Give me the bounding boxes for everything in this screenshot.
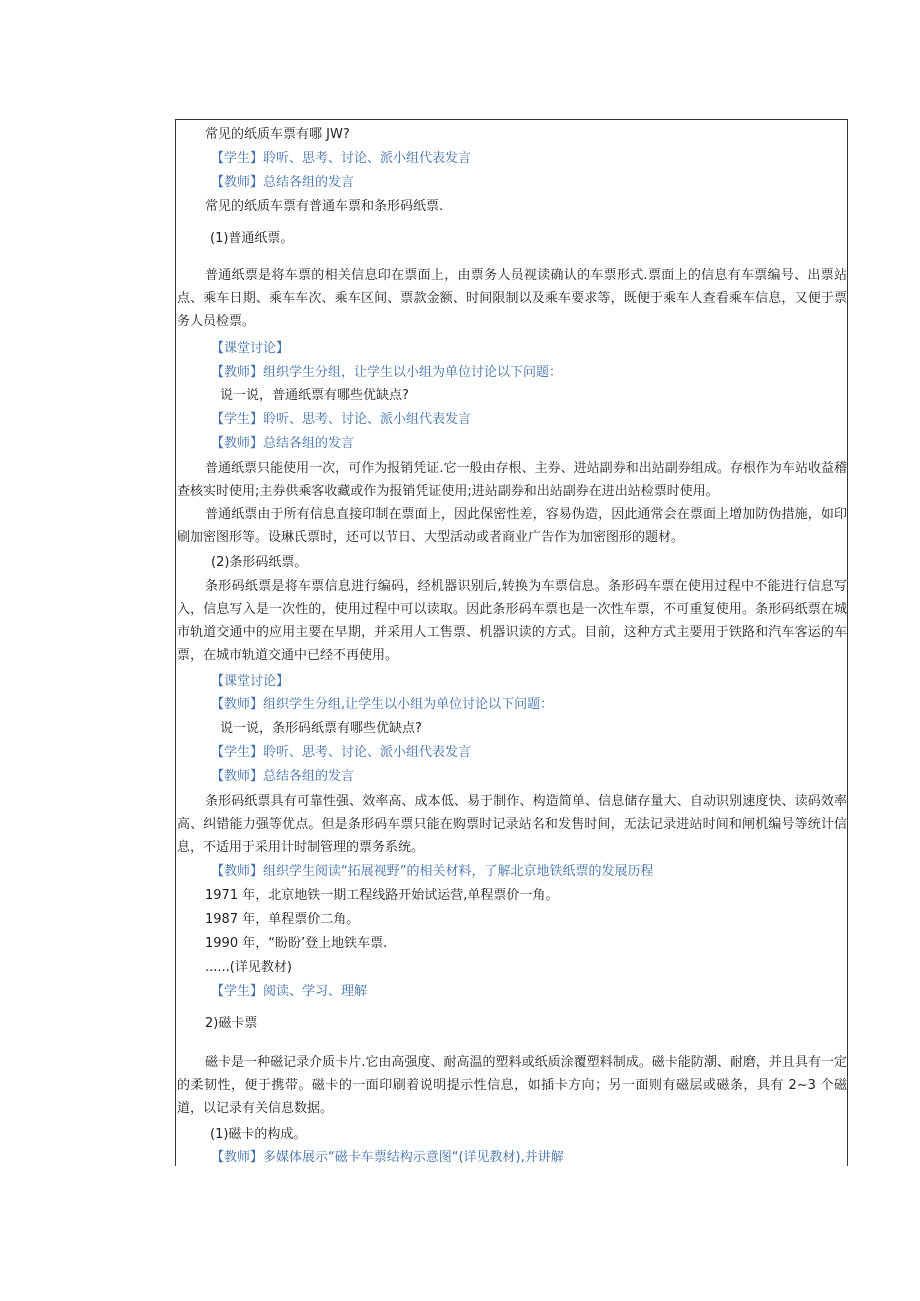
paragraph-magnetic-card: 磁卡是一种磁记录介质卡片.它由高强度、耐高温的塑料或纸质涂覆塑料制成。磁卡能防潮、耐磨，并且具有一定的柔韧性，便于携带。磁卡的一面印刷着说明提示性信息，如插卡方向；另一面则有磁层或磁条，具有 2~3 个磁道，以记录有关信息数据。: [177, 1055, 847, 1116]
teacher-line: 【教师】总结各组的发言: [211, 436, 355, 451]
history-line: 1987 年，单程票价二角。: [205, 912, 360, 927]
teacher-line: 【教师】总结各组的发言: [211, 769, 355, 784]
teacher-line: 【教师】组织学生阅读“拓展视野”的相关材料，了解北京地铁纸票的发展历程: [211, 864, 654, 879]
discussion-heading: 【课堂讨论】: [211, 341, 290, 356]
text-line: 常见的纸质车票有普通车票和条形码纸票.: [205, 199, 444, 214]
paragraph-ticket-parts: 普通纸票只能使用一次，可作为报销凭证.它一般由存根、主券、进站副券和出站副券组成。存根作为车站收益稽查核实时使用;主券供乘客收藏或作为报销凭证使用;进站副券和出站副券在进出站检票时使用。: [177, 461, 847, 499]
student-line: 【学生】聆听、思考、讨论、派小组代表发言: [211, 412, 472, 427]
teacher-line: 【教师】多媒体展示“磁卡车票结构示意图“(详见教材),并讲解: [211, 1150, 564, 1165]
section-heading: 2)磁卡票: [205, 1016, 258, 1031]
discussion-heading: 【课堂讨论】: [211, 674, 290, 689]
paragraph-ordinary-ticket: 普通纸票是将车票的相关信息印在票面上，由票务人员视读确认的车票形式.票面上的信息有车票编号、出票站点、乘车日期、乘车车次、乘车区间、票款金额、时间限制以及乘车要求等，既便于乘车人查看乘车信息，又便于票务人员检票。: [177, 268, 847, 329]
history-line: ......(详见教材): [205, 960, 292, 975]
question-line: 说一说，条形码纸票有哪些优缺点?: [220, 721, 422, 736]
student-line: 【学生】聆听、思考、讨论、派小组代表发言: [211, 151, 472, 166]
question-line: 常见的纸质车票有哪 JW?: [205, 127, 350, 142]
paragraph-anti-counterfeit: 普通纸票由于所有信息直接印制在票面上，因此保密性差，容易伪造，因此通常会在票面上增加防伪措施，如印刷加密图形等。设琳氏票时，还可以节日、大型活动或者商业广告作为加密图形的题材。: [177, 507, 847, 545]
question-line: 说一说，普通纸票有哪些优缺点?: [220, 388, 409, 403]
paragraph-barcode-ticket: 条形码纸票是将车票信息进行编码，经机器识别后,转换为车票信息。条形码车票在使用过程中不能进行信息写入，信息写入是一次性的，使用过程中可以读取。因此条形码车票也是一次性车票，不可重复使用。条形码纸票在城市轨道交通中的应用主要在早期，并采用人工售票、机器识读的方式。目前，这种方式主要用于铁路和汽车客运的车票，在城市轨道交通中已经不再使用。: [177, 579, 847, 663]
paragraph-barcode-pros-cons: 条形码纸票具有可靠性强、效率高、成本低、易于制作、构造简单、信息储存量大、自动识别速度快、读码效率高、纠错能力强等优点。但是条形码车票只能在购票时记录站名和发售时间，无法记录进站时间和闸机编号等统计信息，不适用于采用计时制管理的票务系统。: [177, 794, 847, 855]
section-heading: (2)条形码纸票。: [211, 555, 308, 570]
history-line: 1971 年，北京地铁一期工程线路开始试运营,单程票价一角。: [205, 888, 559, 903]
teacher-line: 【教师】总结各组的发言: [211, 175, 355, 190]
teacher-line: 【教师】组织学生分组,让学生以小组为单位讨论以下问题：: [211, 697, 554, 712]
section-heading: (1)普通纸票。: [210, 231, 294, 246]
student-line: 【学生】聆听、思考、讨论、派小组代表发言: [211, 745, 472, 760]
history-line: 1990 年，“盼盼’登上地铁车票.: [205, 936, 388, 951]
section-heading: (1)磁卡的构成。: [210, 1127, 307, 1142]
teacher-line: 【教师】组织学生分组，让学生以小组为单位讨论以下问题：: [211, 365, 563, 380]
student-line: 【学生】阅读、学习、理解: [211, 984, 368, 999]
